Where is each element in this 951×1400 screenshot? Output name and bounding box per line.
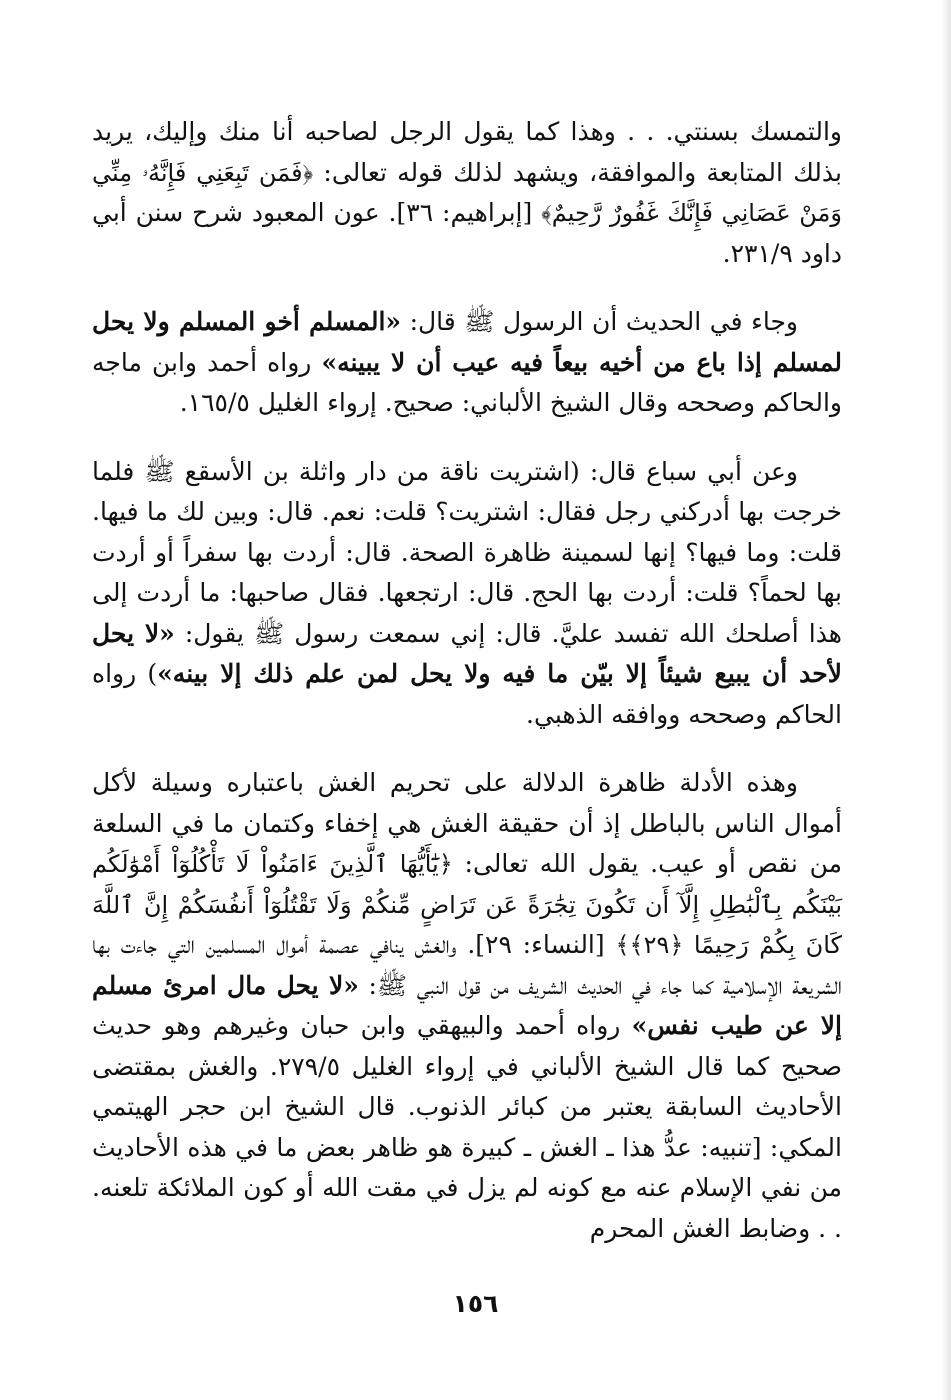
- hadith-quote: «المسلم أخو المسلم ولا يحل لمسلم إذا باع من أخيه بيعاً فيه عيب أن لا يبينه»: [92, 307, 842, 377]
- text-segment: وهذه الأدلة ظاهرة الدلالة على تحريم الغش باعتباره وسيلة لأكل أموال الناس بالباطل إذ أن حقيقة الغش هي إخفاء وكتمان ما في السلعة من نقص أو عيب. يقول الله تعالى:: [92, 768, 842, 878]
- text-segment: [النساء: ٢٩]. والغش ينافي عصمة أموال المسلمين التي جاءت بها الشريعة الإسلامية كما جاء في الحديث الشريف من قول النبي ﷺ:: [92, 930, 842, 1000]
- hadith-quote: «لا يحل لأحد أن يبيع شيئاً إلا بيّن ما فيه ولا يحل لمن علم ذلك إلا بينه»: [92, 618, 843, 688]
- hadith-quote: «لا يحل مال امرئ مسلم إلا عن طيب نفس»: [92, 970, 842, 1040]
- page-number: ١٥٦: [452, 1289, 499, 1318]
- paragraph-3: [92, 452, 842, 736]
- text-segment: وعن أبي سباع قال: (اشتريت ناقة من دار واثلة بن الأسقع ﷺ فلما خرجت بها أدركني رجل فقال: اشتريت؟ قلت: نعم. قال: وبين لك ما فيها. قلت: وما فيها؟ إنها لسمينة ظاهرة الصحة. قال: أردت بها سفراً أو أردت بها لحماً؟ قلت: أردت بها الحج. قال: ارتجعها. فقال صاحبها: ما أردت إلى هذا أصلحك الله تفسد عليَّ. قال: إني سمعت رسول ﷺ يقول:: [92, 456, 842, 648]
- text-segment: رواه أحمد وابن ماجه والحاكم وصححه وقال الشيخ الألباني: صحيح. إرواء الغليل ١٦٥/٥.: [92, 347, 842, 417]
- text-segment: [إبراهيم: ٣٦]. عون المعبود شرح سنن أبي داود ٢٣١/٩.: [92, 198, 842, 268]
- quran-verse: ﴿يَٰٓأَيُّهَا ٱلَّذِينَ ءَامَنُواْ لَا تَأْكُلُوٓاْ أَمْوَٰلَكُم بَيْنَكُم بِٱلْبَٰطِلِ إِلَّآ أَن تَكُونَ تِجَٰرَةً عَن تَرَاضٍ مِّنكُمْ وَلَا تَقْتُلُوٓاْ أَنفُسَكُمْ إِنَّ ٱللَّهَ كَانَ بِكُمْ رَحِيمًا ﴿٢٩﴾﴾: [92, 850, 842, 959]
- text-segment: رواه أحمد والبيهقي وابن حبان وغيرهم وهو حديث صحيح كما قال الشيخ الألباني في إرواء الغليل ٢٧٩/٥. والغش بمقتضى الأحاديث السابقة يعتبر من كبائر الذنوب. قال الشيخ ابن حجر الهيتمي المكي: [تنبيه: عدُّ هذا ـ الغش ـ كبيرة هو ظاهر بعض ما في هذه الأحاديث من نفي الإسلام عنه مع كونه لم يزل في مقت الله أو كون الملائكة تلعنه. . . وضابط الغش المحرم: [92, 1011, 842, 1243]
- paragraph-4: [92, 763, 842, 1249]
- text-segment: ) رواه الحاكم وصححه ووافقه الذهبي.: [92, 659, 842, 729]
- text-segment: وجاء في الحديث أن الرسول ﷺ قال:: [401, 307, 798, 336]
- body-text: [92, 112, 842, 1249]
- paragraph-1: [92, 112, 842, 274]
- text-segment: والتمسك بسنتي. . . وهذا كما يقول الرجل لصاحبه أنا منك وإليك، يريد بذلك المتابعة والموافقة، ويشهد لذلك قوله تعالى:: [92, 117, 842, 187]
- quran-verse: ﴿فَمَن تَبِعَنِي فَإِنَّهُۥ مِنِّي وَمَنْ عَصَانِي فَإِنَّكَ غَفُورٌ رَّحِيمٌ﴾: [92, 158, 842, 227]
- paragraph-2: [92, 302, 842, 424]
- scan-edge-shadow: [941, 0, 951, 1400]
